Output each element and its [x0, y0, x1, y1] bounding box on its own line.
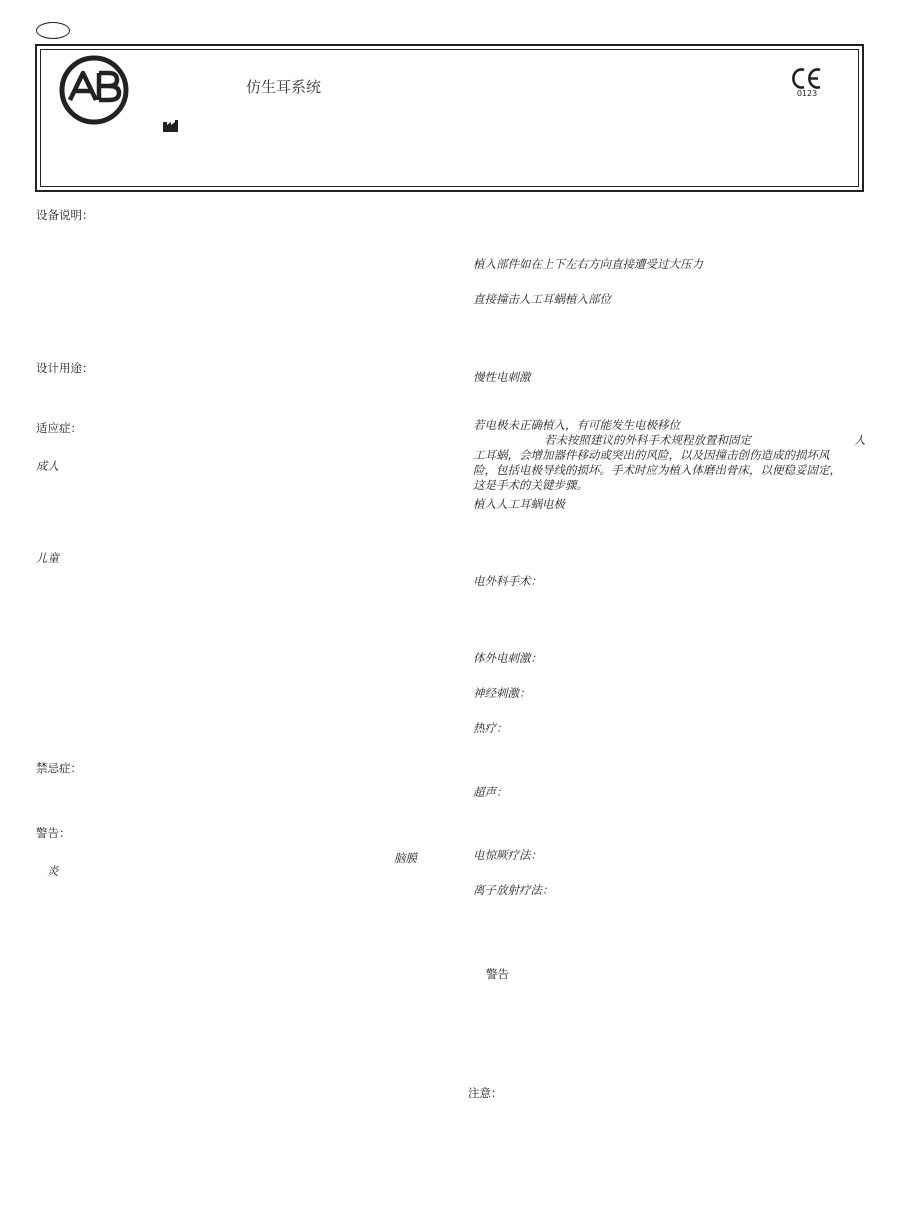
intended-use-heading: 设计用途：: [36, 361, 94, 375]
electrosurgery-heading: 电外科手术：: [473, 574, 542, 588]
language-code-oval: [36, 22, 70, 39]
system-title: 仿生耳系统: [246, 78, 322, 96]
impact-warning: 直接撞击人工耳蜗植入部位: [473, 292, 611, 306]
pressure-warning: 植入部件如在上下左右方向直接遭受过大压力: [473, 257, 703, 271]
ultrasound-heading: 超声：: [473, 785, 508, 799]
neurostim-heading: 神经刺激：: [473, 686, 531, 700]
ab-logo-icon: [58, 54, 130, 126]
diathermy-heading: 热疗：: [473, 721, 508, 735]
migration-warning-line-2a: 若未按照建议的外科手术规程放置和固定: [544, 433, 751, 447]
contraindications-heading: 禁忌症：: [36, 761, 82, 775]
indications-heading: 适应症：: [36, 421, 82, 435]
implant-electrode-heading: 植入人工耳蜗电极: [473, 497, 565, 511]
migration-warning-line-4: 险，包括电极导线的损坏。手术时应为植入体磨出骨床，以便稳妥固定，: [473, 463, 841, 477]
external-stim-heading: 体外电刺激：: [473, 651, 542, 665]
migration-warning-line-2b: 人: [854, 433, 866, 447]
header-box: [35, 44, 864, 192]
adults-subheading: 成人: [36, 459, 59, 473]
migration-warning-line-5: 这是手术的关键步骤。: [473, 478, 588, 492]
meningitis-term-b: 炎: [47, 864, 59, 878]
ce-mark-icon: [789, 62, 825, 98]
radiation-heading: 离子放射疗法：: [473, 883, 554, 897]
caution-heading: 注意：: [468, 1086, 503, 1100]
header-box-inner: [40, 49, 859, 187]
meningitis-term-a: 脑膜: [394, 851, 417, 865]
migration-warning-line-3: 工耳蜗，会增加器件移动或突出的风险，以及因撞击创伤造成的损坏风: [473, 448, 830, 462]
chronic-stim-heading: 慢性电刺激: [473, 370, 531, 384]
migration-warning-line-1: 若电极未正确植入，有可能发生电极移位: [473, 418, 680, 432]
ce-number: 0123: [796, 89, 818, 98]
manufacturer-icon: [162, 119, 180, 133]
children-subheading: 儿童: [36, 551, 59, 565]
device-description-heading: 设备说明：: [36, 208, 94, 222]
warnings-heading: 警告：: [36, 826, 71, 840]
warning-label: 警告: [486, 967, 509, 981]
ect-heading: 电惊厥疗法：: [473, 848, 542, 862]
